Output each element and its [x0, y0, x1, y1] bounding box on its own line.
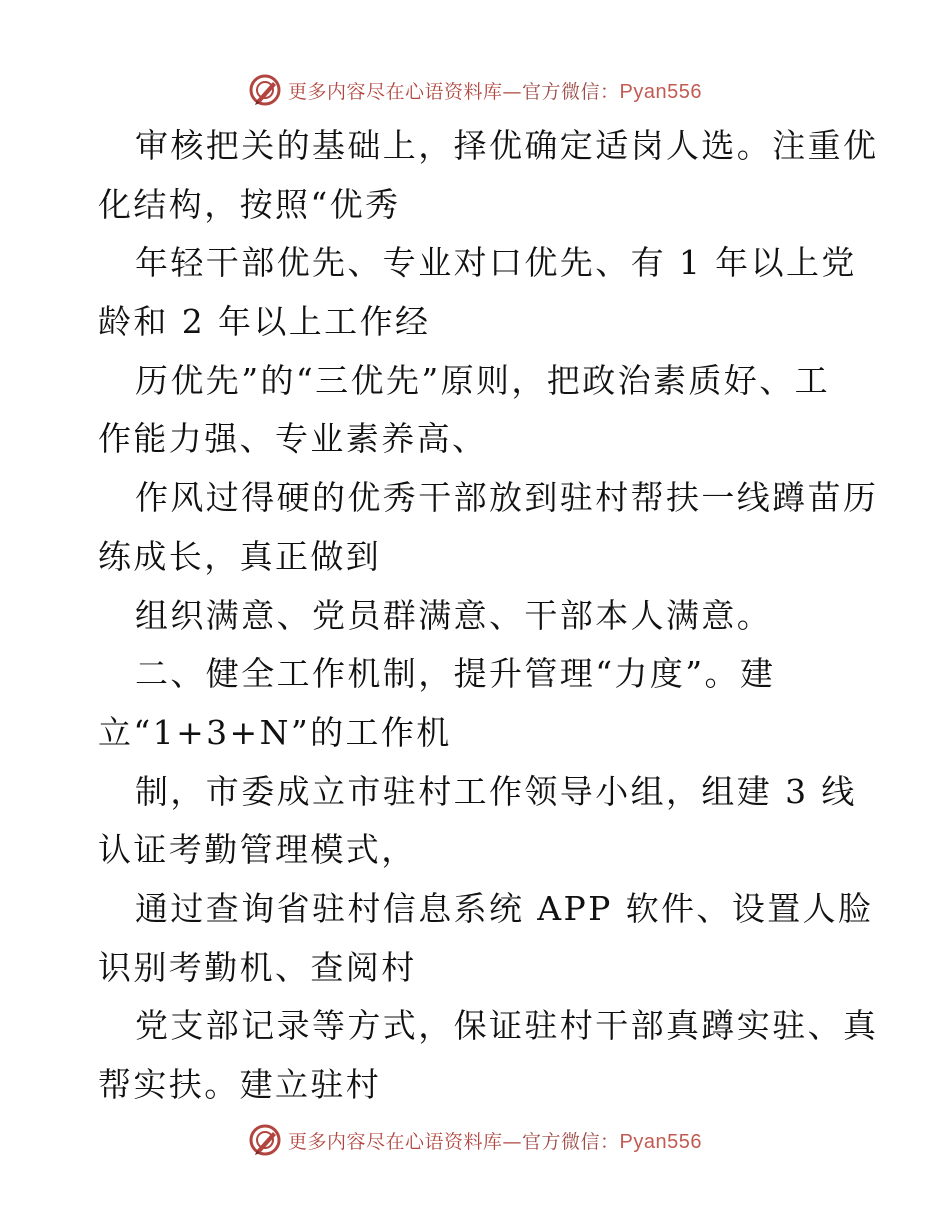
watermark-wechat-label: 官方微信：: [522, 1130, 620, 1153]
body-line: 年轻干部优先、专业对口优先、有 1 年以上党: [135, 243, 857, 283]
body-line: 组织满意、党员群满意、干部本人满意。: [135, 595, 773, 635]
watermark-separator: —: [502, 1130, 523, 1153]
body-line: 帮实扶。建立驻村: [98, 1065, 382, 1104]
watermark-wechat-label: 官方微信：: [522, 80, 620, 103]
body-line: 龄和 2 年以上工作经: [98, 302, 431, 342]
watermark-banner-bottom: [0, 1120, 950, 1160]
watermark-main-text: 更多内容尽在心语资料库: [288, 80, 503, 103]
body-line: 历优先”的“三优先”原则，把政治素质好、工: [135, 360, 831, 400]
red-pen-circle-logo-icon: [248, 1123, 282, 1157]
document-body: [98, 117, 879, 1115]
body-line: 立“1+3+N”的工作机: [98, 712, 452, 752]
body-line: 通过查询省驻村信息系统 APP 软件、设置人脸: [135, 888, 874, 928]
body-line: 识别考勤机、查阅村: [98, 947, 417, 987]
body-line: 作能力强、专业素养高、: [98, 419, 488, 459]
body-line: 党支部记录等方式，保证驻村干部真蹲实驻、真: [135, 1006, 879, 1046]
body-line: 认证考勤管理模式，: [98, 830, 417, 870]
watermark-main-text: 更多内容尽在心语资料库: [288, 1130, 503, 1153]
body-line: 作风过得硬的优秀干部放到驻村帮扶一线蹲苗历: [135, 478, 879, 518]
body-line: 二、健全工作机制，提升管理“力度”。建: [135, 654, 776, 694]
red-pen-circle-logo-icon: [248, 73, 282, 107]
watermark-wechat-id: Pyan556: [619, 1130, 702, 1153]
watermark-text: [288, 77, 702, 104]
watermark-wechat-id: Pyan556: [619, 80, 702, 103]
watermark-banner-top: [0, 70, 950, 110]
body-line: 练成长，真正做到: [98, 536, 382, 576]
watermark-separator: —: [502, 80, 523, 103]
body-line: 制，市委成立市驻村工作领导小组，组建 3 线: [135, 771, 857, 811]
body-line: 审核把关的基础上，择优确定适岗人选。注重优: [135, 126, 879, 165]
body-line: 化结构，按照“优秀: [98, 184, 401, 224]
watermark-text: [288, 1127, 702, 1154]
